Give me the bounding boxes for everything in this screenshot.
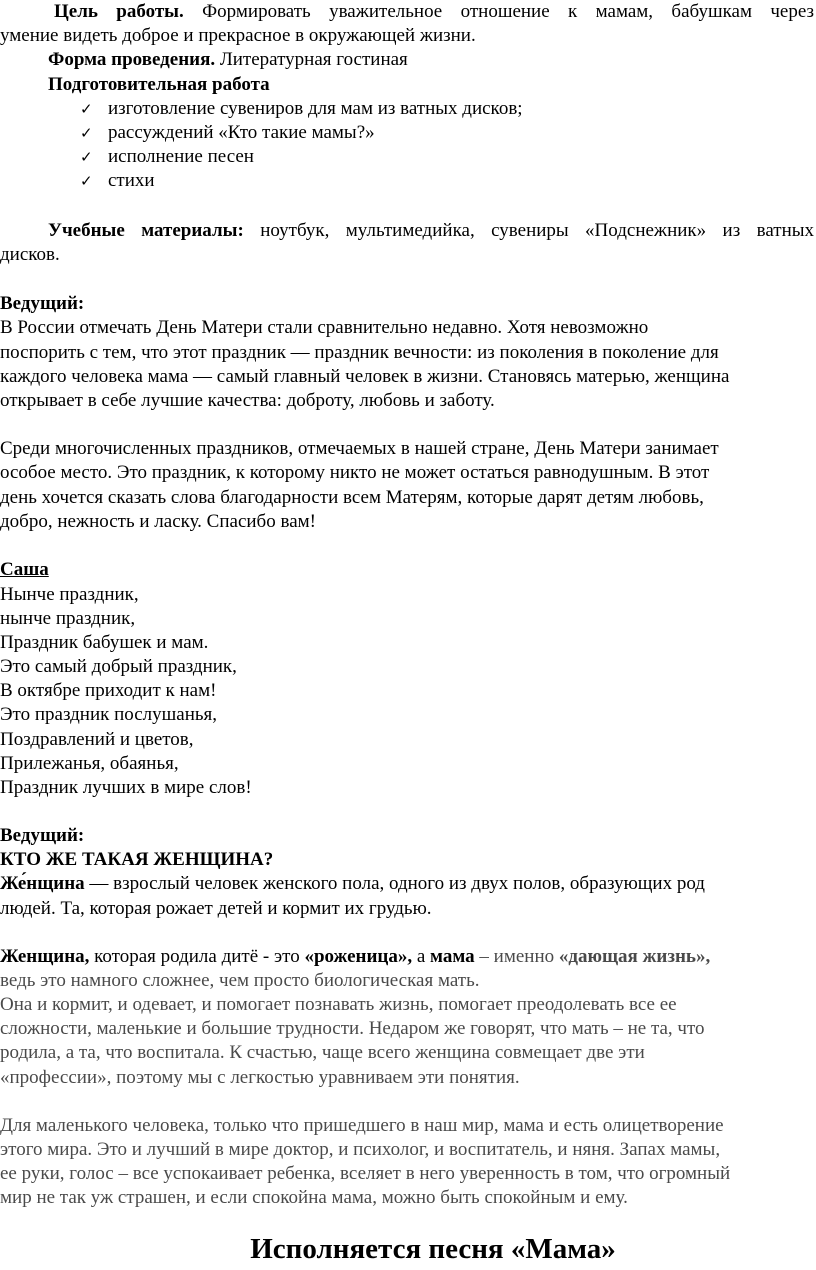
definition-term: Же́нщина: [0, 873, 85, 894]
materials-text: ноутбук, мультимедийка, сувениры «Подснежник» из ватных: [260, 220, 814, 241]
materials-line-2: дисков.: [0, 244, 60, 265]
term-mama: мама: [430, 946, 475, 967]
host1-line: Среди многочисленных праздников, отмечаемых в нашей стране, День Матери занимает: [0, 438, 719, 459]
host-label: Ведущий:: [0, 293, 85, 314]
host1-line: поспорить с тем, что этот праздник — праздник вечности: из поколения в поколение для: [0, 342, 719, 363]
host-label: Ведущий:: [0, 825, 85, 846]
materials-line-1: [48, 219, 814, 243]
text: а: [412, 946, 431, 967]
form-label: Форма проведения.: [48, 49, 216, 70]
check-icon: ✓: [80, 172, 93, 190]
prep-item-text: изготовление сувениров для мам из ватных дисков;: [108, 98, 523, 119]
host1-line: каждого человека мама — самый главный человек в жизни. Становясь матерью, женщина: [0, 366, 730, 387]
text: которая родила дитё - это: [89, 946, 305, 967]
paragraph-line: Для маленького человека, только что пришедшего в наш мир, мама и есть олицетворение: [0, 1115, 724, 1136]
section-question: КТО ЖЕ ТАКАЯ ЖЕНЩИНА?: [0, 849, 274, 870]
poem-line: Прилежанья, обаянья,: [0, 753, 179, 774]
poem-line: В октябре приходит к нам!: [0, 680, 217, 701]
poem-line: Это праздник послушанья,: [0, 704, 218, 725]
definition-line-2: людей. Та, которая рожает детей и кормит их грудью.: [0, 898, 432, 919]
paragraph-line: сложности, маленькие и большие трудности. Недаром же говорят, что мать – не та, что: [0, 1018, 705, 1039]
term-life-giving: «дающая жизнь»,: [558, 946, 711, 967]
term-woman: Женщина,: [0, 946, 90, 967]
check-icon: ✓: [80, 100, 93, 118]
text: – именно: [474, 946, 559, 967]
paragraph-line: «профессии», поэтому мы с легкостью уравниваем эти понятия.: [0, 1067, 520, 1088]
poem-line: Нынче праздник,: [0, 584, 139, 605]
paragraph-line: родила, а та, что воспитала. К счастью, чаще всего женщина совмещает две эти: [0, 1042, 645, 1063]
poem-line: Это самый добрый праздник,: [0, 656, 237, 677]
speaker-label-sasha: Саша: [0, 559, 49, 580]
host1-line: день хочется сказать слова благодарности всем Матерям, которые дарят детям любовь,: [0, 487, 704, 508]
paragraph-line: ведь это намного сложнее, чем просто биологическая мать.: [0, 970, 480, 991]
song-heading: Исполняется песня «Мама»: [250, 1233, 616, 1265]
poem-line: Поздравлений и цветов,: [0, 729, 194, 750]
prep-item-text: исполнение песен: [108, 146, 254, 167]
host1-line: открывает в себе лучшие качества: доброту, любовь и заботу.: [0, 390, 495, 411]
paragraph-line: ее руки, голос – все успокаивает ребенка, вселяет в него уверенность в том, что огромный: [0, 1163, 731, 1184]
check-icon: ✓: [80, 124, 93, 142]
host1-line: добро, нежность и ласку. Спасибо вам!: [0, 511, 316, 532]
paragraph-line: Она и кормит, и одевает, и помогает познавать жизнь, помогает преодолевать все ее: [0, 994, 677, 1015]
goal-line-1: [54, 0, 814, 24]
form-text: Литературная гостиная: [219, 49, 408, 70]
poem-line: Праздник лучших в мире слов!: [0, 777, 252, 798]
prep-item-text: стихи: [108, 170, 155, 191]
paragraph-line: мир не так уж страшен, и если спокойна мама, можно быть спокойным и ему.: [0, 1187, 628, 1208]
check-icon: ✓: [80, 148, 93, 166]
host1-line: особое место. Это праздник, к которому никто не может остаться равнодушным. В этот: [0, 462, 710, 483]
poem-line: Праздник бабушек и мам.: [0, 632, 209, 653]
goal-text: Формировать уважительное отношение к мамам, бабушкам через: [202, 1, 815, 22]
poem-line: нынче праздник,: [0, 608, 136, 629]
paragraph-line: [0, 945, 816, 969]
host1-line: В России отмечать День Матери стали сравнительно недавно. Хотя невозможно: [0, 317, 649, 338]
prep-item-text: рассуждений «Кто такие мамы?»: [108, 122, 375, 143]
materials-label: Учебные материалы:: [48, 220, 244, 241]
prep-label: Подготовительная работа: [48, 74, 270, 95]
goal-line-2: умение видеть доброе и прекрасное в окружающей жизни.: [0, 25, 476, 46]
definition-line-1: [0, 872, 816, 896]
paragraph-line: этого мира. Это и лучший в мире доктор, и психолог, и воспитатель, и няня. Запах мамы,: [0, 1139, 721, 1160]
form-line: [48, 48, 816, 72]
definition-text: — взрослый человек женского пола, одного из двух полов, образующих род: [84, 873, 705, 894]
term-parturient: «роженица»,: [304, 946, 413, 967]
goal-label: Цель работы.: [54, 1, 184, 22]
